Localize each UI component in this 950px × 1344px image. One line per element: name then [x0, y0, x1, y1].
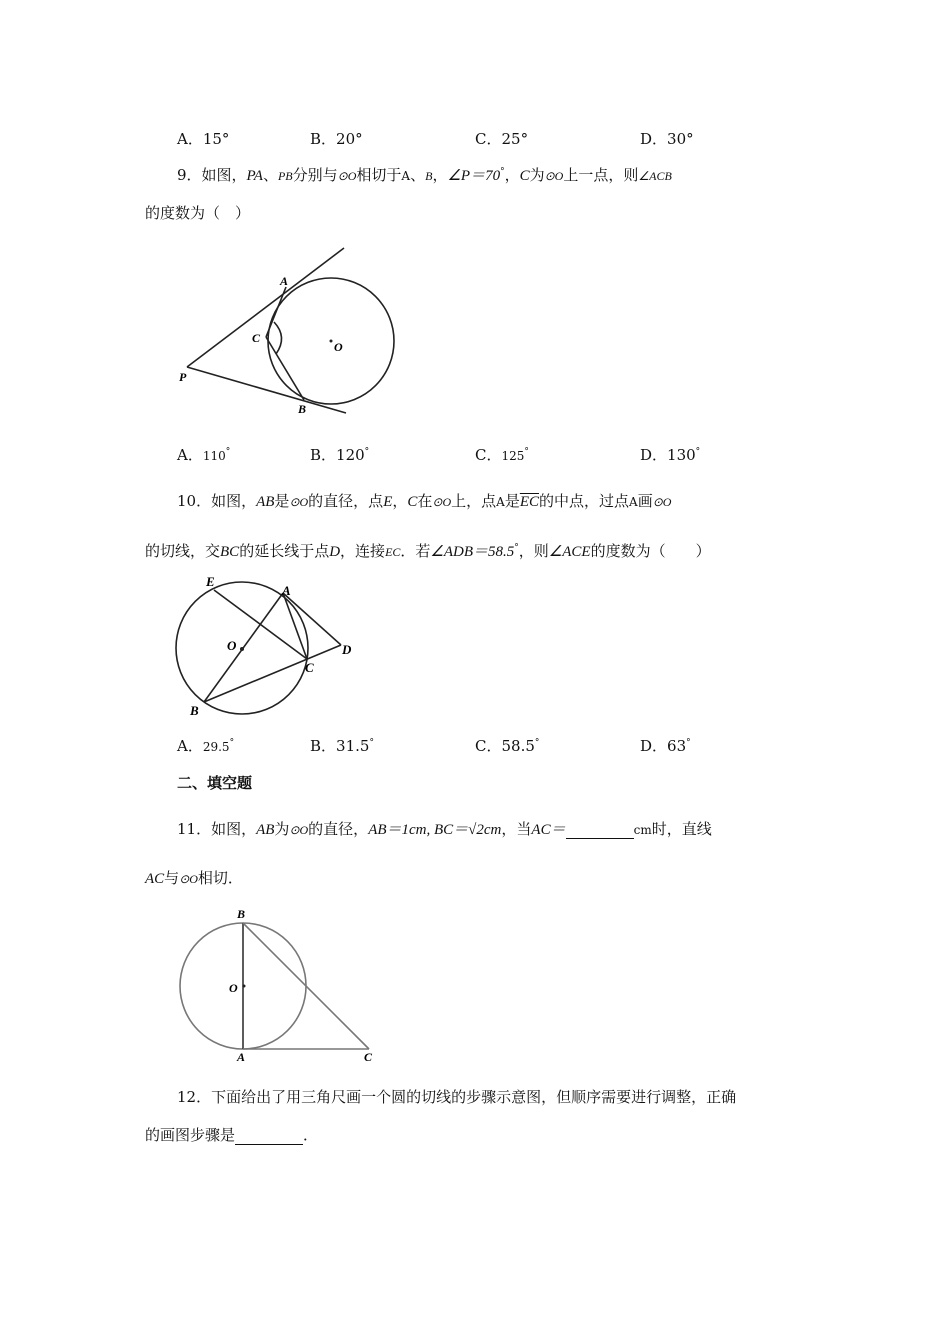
q10-figure: [170, 572, 370, 722]
q12-answer-blank[interactable]: [235, 1126, 303, 1145]
q9-chord-cb: [266, 337, 304, 400]
q9-label-c: C: [252, 331, 261, 345]
q10-stem-line1: 10．如图，AB是⊙O的直径，点E，C在⊙O上，点A是$\overline{EC}$的中点，过点A画⊙O: [177, 492, 672, 510]
q12-stem-line2: 的画图步骤是 ．: [145, 1126, 319, 1144]
q10-label-c: C: [305, 660, 314, 675]
q12-stem-line1: 12．下面给出了用三角尺画一个圆的切线的步骤示意图，但顺序需要进行调整，正确: [177, 1088, 737, 1106]
q10-option-d: D．63°: [640, 737, 691, 755]
q10-stem-line2: 的切线，交BC的延长线于点D，连接EC．若∠ADB＝58.5°，则∠ACE的度数为（ ）: [145, 542, 711, 560]
q11-stem-line2: AC与⊙O相切．: [145, 869, 243, 887]
q9-label-p: P: [179, 370, 187, 384]
q11-label-b: B: [237, 907, 246, 921]
q9-stem-line1: 9．如图，PA、PB分别与⊙O相切于A、B，∠P＝70°，C为⊙O上一点，则∠ACB: [177, 166, 672, 184]
q9-label-o: O: [334, 340, 343, 354]
q9-option-d: D．130°: [640, 446, 701, 464]
q8-option-c: C．25°: [475, 130, 529, 148]
q9-tangent-pb: [187, 367, 346, 413]
q9-angle-arc: [274, 322, 282, 354]
q10-label-o: O: [227, 638, 237, 653]
q8-option-b: B．20°: [310, 130, 363, 148]
q11-figure: [170, 902, 385, 1067]
q10-label-d: D: [342, 642, 352, 657]
q8-option-d: D．30°: [640, 130, 694, 148]
q9-option-b: B．120°: [310, 446, 370, 464]
q11-label-a: A: [237, 1050, 246, 1064]
q10-center-dot: [240, 647, 244, 651]
q10-label-b: B: [190, 703, 199, 718]
q9-figure: [170, 240, 410, 420]
q9-option-a: A．110°: [177, 446, 231, 464]
q10-option-c: C．58.5°: [475, 737, 540, 755]
q11-answer-blank[interactable]: [566, 820, 634, 839]
q10-label-a: A: [282, 583, 291, 598]
q9-chord-ca: [266, 287, 286, 337]
q11-label-c: C: [364, 1050, 373, 1064]
q11-line-bc: [243, 923, 369, 1049]
q10-label-e: E: [206, 574, 215, 589]
q10-option-a: A．29.5°: [177, 737, 235, 755]
q9-label-a: A: [280, 274, 289, 288]
q8-option-a: A．15°: [177, 130, 230, 148]
q11-label-o: O: [229, 981, 238, 995]
q9-option-c: C．125°: [475, 446, 529, 464]
q11-stem-line1: 11．如图，AB为⊙O的直径，AB＝1cm, BC＝√2cm，当AC＝ cm时，直线: [177, 820, 712, 838]
q10-option-b: B．31.5°: [310, 737, 374, 755]
q11-center-dot: [243, 985, 246, 988]
section-title-fill-in: 二、填空题: [177, 774, 253, 792]
q9-stem-line2: 的度数为（ ）: [145, 204, 251, 222]
q9-label-b: B: [298, 402, 307, 416]
q9-center-dot: [330, 340, 333, 343]
q9-tangent-pa: [187, 248, 344, 367]
